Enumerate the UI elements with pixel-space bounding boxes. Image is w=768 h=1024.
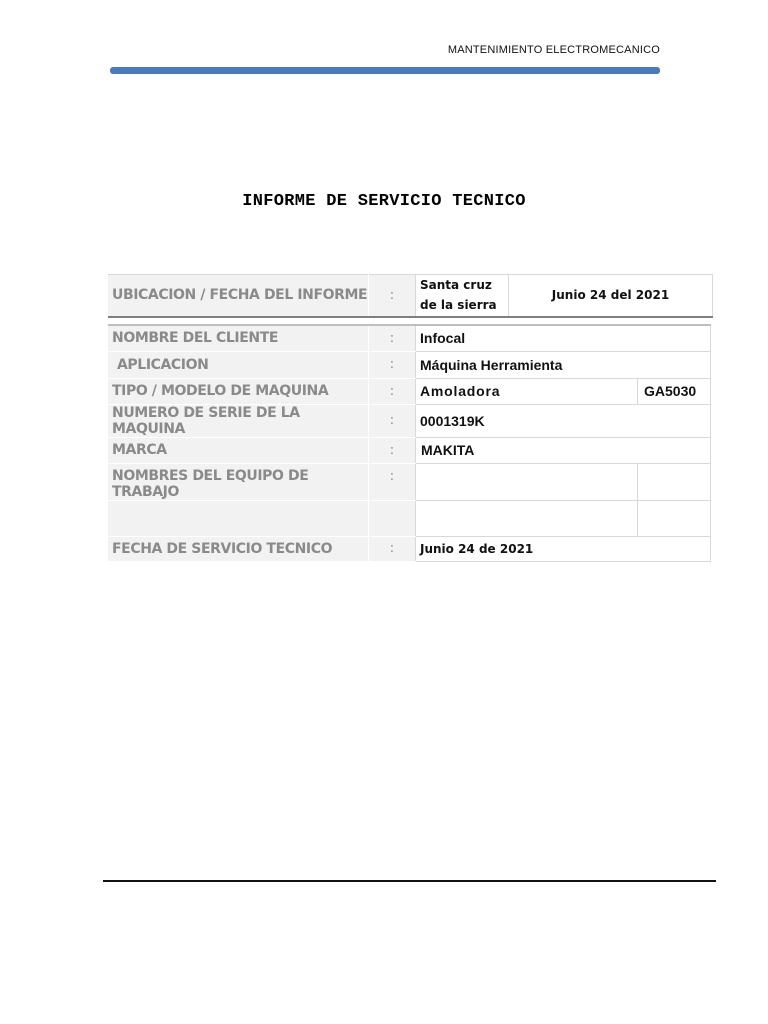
location-cell xyxy=(416,275,509,317)
brand-label: MARCA xyxy=(108,437,369,463)
header-section-title: MANTENIMIENTO ELECTROMECANICO xyxy=(447,44,660,56)
team-member-extra-cell-1 xyxy=(638,463,711,500)
serial-value: 0001319K xyxy=(416,404,711,437)
application-colon: : xyxy=(369,351,416,378)
application-label: APLICACION xyxy=(108,351,369,378)
location-date-table xyxy=(108,274,713,318)
team-member-cell-1 xyxy=(416,463,638,500)
client-row xyxy=(108,325,711,351)
client-value: Infocal xyxy=(416,325,711,351)
brand-row xyxy=(108,437,711,463)
team-row xyxy=(108,463,711,500)
team-label-continuation xyxy=(108,500,369,536)
serial-row xyxy=(108,404,711,437)
report-date: Junio 24 del 2021 xyxy=(509,275,713,317)
type-model-colon: : xyxy=(369,378,416,404)
application-row xyxy=(108,351,711,378)
application-value: Máquina Herramienta xyxy=(416,351,711,378)
team-label: NOMBRES DEL EQUIPO DE TRABAJO xyxy=(108,463,369,500)
team-row-2 xyxy=(108,500,711,536)
location-line-1: Santa cruz xyxy=(420,278,492,293)
location-date-label: UBICACION / FECHA DEL INFORME xyxy=(108,275,369,317)
machine-info-table xyxy=(108,324,711,562)
brand-value: MAKITA xyxy=(416,437,711,463)
report-title: INFORME DE SERVICIO TECNICO xyxy=(242,192,526,211)
location-date-colon: : xyxy=(369,275,416,317)
type-model-label: TIPO / MODELO DE MAQUINA xyxy=(108,378,369,404)
service-date-value: Junio 24 de 2021 xyxy=(416,536,711,561)
header-bar xyxy=(110,67,660,74)
service-date-label: FECHA DE SERVICIO TECNICO xyxy=(108,536,369,561)
brand-colon: : xyxy=(369,437,416,463)
type-model-row xyxy=(108,378,711,404)
machine-type-value: Amoladora xyxy=(416,378,638,404)
service-date-colon: : xyxy=(369,536,416,561)
footer-line xyxy=(103,880,716,882)
client-colon: : xyxy=(369,325,416,351)
location-line-2: de la sierra xyxy=(420,298,497,313)
location-date-row xyxy=(108,275,713,317)
machine-model-value: GA5030 xyxy=(638,378,711,404)
serial-colon: : xyxy=(369,404,416,437)
client-label: NOMBRE DEL CLIENTE xyxy=(108,325,369,351)
team-colon-continuation xyxy=(369,500,416,536)
team-colon: : xyxy=(369,463,416,500)
serial-label: NUMERO DE SERIE DE LA MAQUINA xyxy=(108,404,369,437)
service-date-row xyxy=(108,536,711,561)
team-member-cell-2 xyxy=(416,500,638,536)
team-member-extra-cell-2 xyxy=(638,500,711,536)
